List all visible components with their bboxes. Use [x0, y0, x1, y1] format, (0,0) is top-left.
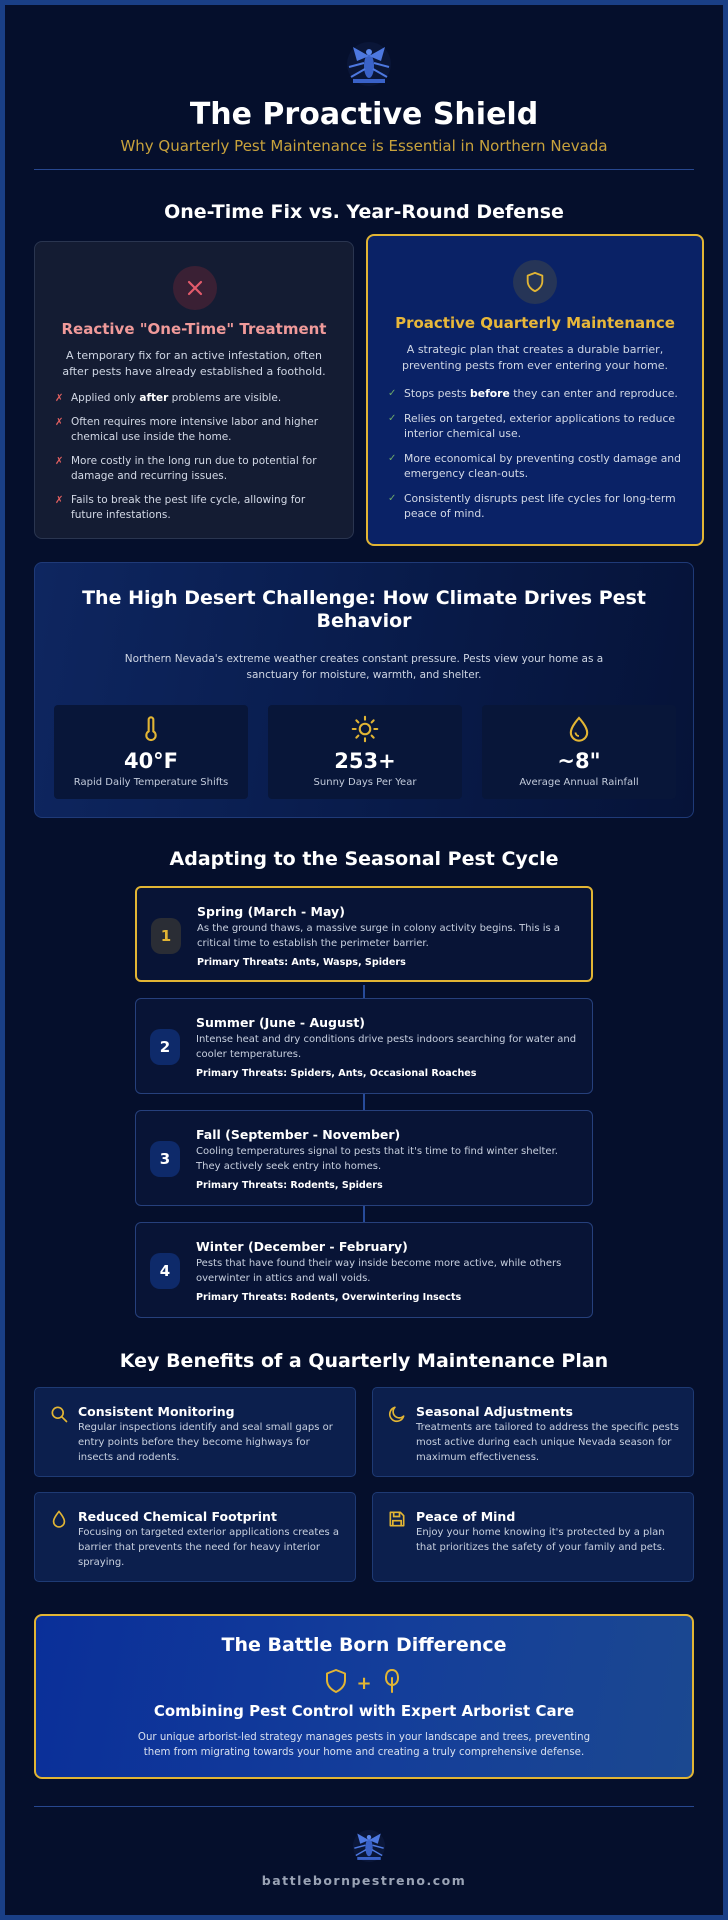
benefit-peace	[372, 1492, 694, 1582]
droplet-icon	[49, 1509, 69, 1529]
list-item: ✗ Applied only after problems are visible.	[55, 392, 282, 404]
page-subtitle: Why Quarterly Pest Maintenance is Essential in Northern Nevada	[120, 137, 608, 155]
shield-icon	[324, 1668, 348, 1698]
proactive-description: A strategic plan that creates a durable barrier, preventing pests from ever entering your home.	[401, 343, 669, 372]
benefit-description: Focusing on targeted exterior applications creates a barrier that prevents the need for heavy interior spraying.	[78, 1527, 339, 1568]
benefit-monitoring	[34, 1387, 356, 1477]
season-description: Cooling temperatures signal to pests that it's time to find winter shelter. They actively seek entry into homes.	[196, 1146, 558, 1172]
season-description: Pests that have found their way inside become more active, while others overwinter in attics and wall voids.	[196, 1258, 562, 1284]
list-item: ✗ Often requires more intensive labor and higher chemical use inside the home.	[55, 416, 319, 443]
list-item: ✓ Relies on targeted, exterior applications to reduce interior chemical use.	[388, 412, 676, 440]
seasons-heading: Adapting to the Seasonal Pest Cycle	[169, 848, 559, 870]
benefit-description: Enjoy your home knowing it's protected by a plan that prioritizes the safety of your family and pets.	[416, 1527, 666, 1553]
battle-born-panel	[34, 1614, 694, 1779]
season-winter	[135, 1222, 593, 1318]
season-number: 1	[151, 918, 181, 954]
droplet-icon	[565, 715, 593, 743]
season-title: Spring (March - May)	[197, 904, 345, 919]
stat-label: Rapid Daily Temperature Shifts	[73, 777, 229, 788]
benefits-heading: Key Benefits of a Quarterly Maintenance Plan	[119, 1350, 609, 1372]
search-icon	[49, 1404, 69, 1424]
reactive-title: Reactive "One-Time" Treatment	[61, 320, 327, 338]
list-item: ✓ Stops pests before they can enter and reproduce.	[388, 387, 678, 400]
season-description: As the ground thaws, a massive surge in colony activity begins. This is a critical time to establish the perimeter barrier.	[197, 923, 561, 949]
stat-value: 40°F	[123, 749, 179, 773]
page-frame	[5, 5, 723, 1915]
season-threats: Primary Threats: Ants, Wasps, Spiders	[197, 957, 406, 968]
proactive-list	[388, 386, 684, 531]
season-threats: Primary Threats: Rodents, Overwintering Insects	[196, 1292, 462, 1303]
moon-icon	[387, 1404, 407, 1424]
shield-icon	[513, 260, 557, 304]
season-title: Winter (December - February)	[196, 1239, 408, 1254]
climate-heading: The High Desert Challenge: How Climate Drives Pest Behavior	[82, 587, 646, 632]
stat-sunny-days	[268, 705, 462, 799]
tree-icon	[380, 1668, 404, 1698]
benefit-chemical	[34, 1492, 356, 1582]
list-item: ✓ More economical by preventing costly damage and emergency clean-outs.	[388, 452, 682, 480]
benefit-title: Consistent Monitoring	[78, 1404, 235, 1419]
plus-sign: +	[356, 1672, 372, 1694]
benefit-description: Treatments are tailored to address the specific pests most active during each unique Nevada season for maximum effectiveness.	[416, 1422, 679, 1463]
season-fall	[135, 1110, 593, 1206]
x-mark-icon: ✗	[55, 393, 64, 404]
stat-label: Average Annual Rainfall	[519, 777, 639, 788]
season-description: Intense heat and dry conditions drive pests indoors searching for water and cooler temperatures.	[196, 1034, 577, 1060]
season-spring	[135, 886, 593, 982]
benefit-title: Peace of Mind	[416, 1509, 516, 1524]
season-title: Fall (September - November)	[196, 1127, 401, 1142]
benefit-title: Reduced Chemical Footprint	[78, 1509, 277, 1524]
season-title: Summer (June - August)	[196, 1015, 366, 1030]
footer-website-link[interactable]: battlebornpestreno.com	[261, 1873, 467, 1888]
season-summer	[135, 998, 593, 1094]
comparison-heading: One-Time Fix vs. Year-Round Defense	[164, 201, 564, 223]
check-icon: ✓	[388, 388, 397, 399]
stat-rainfall	[482, 705, 676, 799]
stat-temperature	[54, 705, 248, 799]
season-number: 4	[150, 1253, 180, 1289]
sun-icon	[351, 715, 379, 743]
footer-logo-icon	[347, 1827, 391, 1865]
page-title: The Proactive Shield	[189, 97, 539, 132]
battle-born-heading: The Battle Born Difference	[221, 1634, 507, 1656]
proactive-card	[366, 234, 704, 546]
reactive-card	[34, 241, 354, 539]
battle-born-description: Our unique arborist-led strategy manages pests in your landscape and trees, preventing them from migrating towards your home and creating a truly comprehensive defense.	[137, 1732, 591, 1758]
thermometer-icon	[137, 715, 165, 743]
battle-born-icons	[36, 1668, 692, 1698]
x-mark-icon: ✗	[55, 495, 64, 506]
season-threats: Primary Threats: Rodents, Spiders	[196, 1180, 383, 1191]
stat-value: 253+	[334, 749, 396, 773]
season-threats: Primary Threats: Spiders, Ants, Occasional Roaches	[196, 1068, 477, 1079]
check-icon: ✓	[388, 493, 397, 504]
logo-icon	[339, 39, 399, 89]
benefit-seasonal	[372, 1387, 694, 1477]
x-icon	[173, 266, 217, 310]
list-item: ✗ Fails to break the pest life cycle, allowing for future infestations.	[55, 494, 306, 521]
list-item: ✓ Consistently disrupts pest life cycles for long-term peace of mind.	[388, 492, 676, 520]
reactive-list	[55, 391, 335, 532]
climate-panel	[34, 562, 694, 818]
save-icon	[387, 1509, 407, 1529]
battle-born-subheading: Combining Pest Control with Expert Arborist Care	[153, 1702, 575, 1720]
stat-label: Sunny Days Per Year	[313, 777, 417, 788]
x-mark-icon: ✗	[55, 456, 64, 467]
header-divider	[34, 169, 694, 170]
check-icon: ✓	[388, 413, 397, 424]
list-item: ✗ More costly in the long run due to potential for damage and recurring issues.	[55, 455, 317, 482]
benefit-description: Regular inspections identify and seal small gaps or entry points before they become highways for insects and rodents.	[78, 1422, 333, 1463]
season-number: 2	[150, 1029, 180, 1065]
proactive-title: Proactive Quarterly Maintenance	[395, 314, 675, 332]
climate-description: Northern Nevada's extreme weather creates constant pressure. Pests view your home as a sanctuary for moisture, warmth, and shelter.	[124, 653, 604, 681]
stat-value: ~8"	[557, 749, 601, 773]
check-icon: ✓	[388, 453, 397, 464]
benefit-title: Seasonal Adjustments	[416, 1404, 573, 1419]
reactive-description: A temporary fix for an active infestation, often after pests have already established a foothold.	[62, 349, 326, 378]
season-number: 3	[150, 1141, 180, 1177]
footer-divider	[34, 1806, 694, 1807]
x-mark-icon: ✗	[55, 417, 64, 428]
